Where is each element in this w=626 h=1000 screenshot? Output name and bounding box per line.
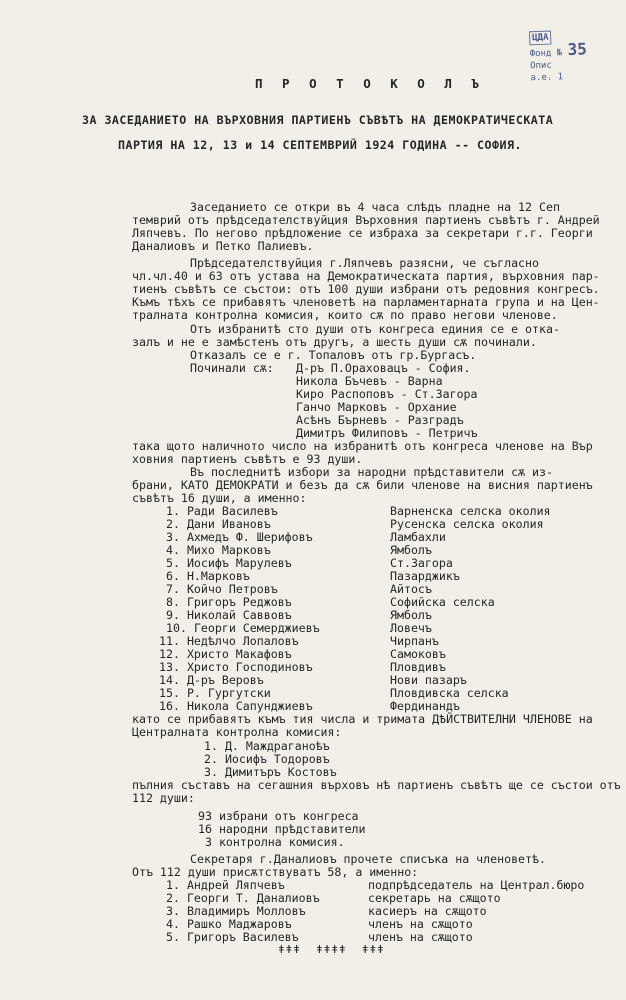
deputy-name: Михо Марковъ — [186, 543, 271, 557]
body-line: Секретаря г.Даналиовъ прочете списъка на членоветѣ. — [190, 852, 546, 866]
present-role: подпрѣдседатель на Централ.бюро — [368, 878, 585, 892]
stamp-delo-label: a.e. — [530, 72, 553, 84]
page-footer-marks: ǂǂǂ ǂǂǂǂ ǂǂǂ — [278, 943, 385, 956]
deputy-place: Пазарджикъ — [390, 569, 460, 583]
total-item: 3 контролна комисия. — [198, 835, 345, 849]
deputy-number: 11. — [159, 634, 180, 648]
deputy-place: Самоковъ — [390, 647, 446, 661]
stamp-fond-label: Фонд № — [529, 48, 563, 60]
deputy-name: Недѣлчо Лопаловъ — [186, 634, 299, 648]
stamp-opis-label: Опис — [529, 60, 553, 72]
present-number: 3. — [166, 904, 180, 918]
deceased-row: Никола Бъчевъ - Варна — [296, 374, 443, 388]
body-line: тиенъ съвѣтъ се състои: отъ 100 души избрани отъ редовния конгресъ. — [132, 282, 600, 296]
deputy-place: Варненска селска околия — [390, 504, 551, 518]
present-name: Рашко Маджаровъ — [186, 917, 292, 931]
body-line: Даналиовъ и Петко Палиевъ. — [132, 239, 314, 253]
deputy-name: Р. Гургутски — [186, 686, 271, 700]
body-line: чл.чл.40 и 63 отъ устава на Демократическата партия, върховния пар- — [132, 269, 600, 283]
deputy-number: 2. — [166, 517, 180, 531]
body-line: Прѣдседателствуйция г.Ляпчевъ разясни, че съгласно — [190, 256, 540, 270]
deputy-number: 6. — [166, 569, 180, 583]
body-line: като се прибавятъ къмъ тия числа и тримата ДѢЙСТВИТЕЛНИ ЧЛЕНОВЕ на — [132, 712, 593, 726]
deputy-place: Ямболъ — [390, 543, 432, 557]
deputy-place: Русенска селска околия — [390, 517, 544, 531]
deputy-place: Софийска селска — [390, 595, 495, 609]
deceased-place: София. — [428, 361, 471, 375]
body-line: Ляпчевъ. По негово прѣдложение се избраха за секретари г.г. Георги — [132, 226, 593, 240]
deceased-name: Димитръ Филиповъ — [296, 426, 408, 440]
deputy-place: Нови пазаръ — [390, 673, 467, 687]
body-line: тралната контролна комисия, които сѫ по право негови членове. — [132, 308, 558, 322]
body-line: Отъ избранитѣ сто души отъ конгреса единия се е отка- — [190, 322, 560, 336]
document-title: П Р О Т О К О Л Ъ — [255, 76, 485, 91]
deputy-number: 16. — [159, 699, 180, 713]
deputy-name: Никола Сапунджиевъ — [186, 699, 313, 713]
deputy-place: Пловдивъ — [390, 660, 446, 674]
deputy-number: 10. — [166, 621, 187, 635]
deceased-name: Д-ръ П.Ораховацъ — [296, 361, 408, 375]
present-name: Владимиръ Молловъ — [186, 904, 306, 918]
body-line: Централната контролна комисия: — [132, 725, 342, 739]
body-line: Въ последнитѣ избори за народни прѣдставители сѫ из- — [190, 465, 553, 479]
deceased-row: Асѣнъ Бърневъ - Разградъ — [296, 413, 464, 427]
stamp-delo-no: 1 — [557, 72, 564, 83]
deceased-name: Асѣнъ Бърневъ — [296, 413, 387, 427]
deputy-number: 9. — [166, 608, 180, 622]
deputy-name: Н.Марковъ — [186, 569, 250, 583]
present-number: 4. — [166, 917, 180, 931]
deceased-place: Разградъ — [407, 413, 464, 427]
present-number: 2. — [166, 891, 180, 905]
body-line: Отъ 112 души присѫтствуватъ 58, а именно: — [132, 865, 419, 879]
deceased-place: Орхание — [407, 400, 457, 414]
deputy-number: 14. — [159, 673, 180, 687]
deputy-number: 5. — [166, 556, 180, 570]
body-line: така щото наличното число на избранитѣ отъ конгреса членове на Вър — [132, 439, 593, 453]
total-item: 16 народни прѣдставители — [198, 822, 366, 836]
present-role: членъ на сѫщото — [368, 930, 473, 944]
body-line: Заседанието се откри въ 4 часа слѣдъ пладне на 12 Сеп — [190, 200, 560, 214]
body-line: пълния съставъ на сегашния върховъ нѣ партиенъ съвѣтъ ще се състои отъ — [132, 778, 621, 792]
body-line: Починали сѫ: — [190, 361, 274, 375]
deputy-name: Ради Василевъ — [186, 504, 278, 518]
stamp-fond-no: 35 — [567, 39, 588, 59]
deputy-number: 3. — [166, 530, 180, 544]
deceased-row: Д-ръ П.Ораховацъ - София. — [296, 361, 471, 375]
present-role: секретарь на сѫщото — [368, 891, 501, 905]
document-subtitle-line2: ПАРТИЯ НА 12, 13 и 14 СЕПТЕМВРИЙ 1924 ГОДИНА -- СОФИЯ. — [118, 138, 522, 152]
deputy-place: Фердинандъ — [390, 699, 460, 713]
control-member: 2. Иосифъ Тодоровъ — [204, 752, 330, 766]
deputy-name: Георги Семерджиевъ — [193, 621, 320, 635]
deceased-name: Ганчо Марковъ — [296, 400, 387, 414]
deputy-place: Ловечъ — [390, 621, 432, 635]
deputy-name: Христо Макафовъ — [186, 647, 292, 661]
deceased-place: Варна — [407, 374, 443, 388]
body-line: ховния партиенъ съвѣтъ е 93 души. — [132, 452, 363, 466]
deceased-name: Киро Распоповъ — [296, 387, 394, 401]
deputy-place: Ламбахли — [390, 530, 446, 544]
deputy-number: 4. — [166, 543, 180, 557]
body-line: 112 души: — [132, 791, 195, 805]
deputy-place: Пловдивска селска — [390, 686, 509, 700]
body-line: залъ и не е замѣстенъ отъ другъ, а шесть души сѫ починали. — [132, 335, 537, 349]
total-item: 93 избрани отъ конгреса — [198, 809, 359, 823]
deceased-row: Киро Распоповъ - Ст.Загора — [296, 387, 478, 401]
document-subtitle: ЗА ЗАСЕДАНИЕТО НА ВЪРХОВНИЯ ПАРТИЕНЪ СЪВѢТЪ НА ДЕМОКРАТИЧЕСКАТА — [82, 113, 554, 127]
present-number: 1. — [166, 878, 180, 892]
deputy-place: Айтосъ — [390, 582, 432, 596]
deputy-number: 1. — [166, 504, 180, 518]
stamp-archive: ЦДА — [529, 31, 552, 46]
present-name: Георги Т. Даналиовъ — [186, 891, 320, 905]
body-line: Отказалъ се е г. Топаловъ отъ гр.Бургасъ. — [190, 348, 477, 362]
deputy-place: Чирпанъ — [390, 634, 439, 648]
deceased-name: Никола Бъчевъ — [296, 374, 387, 388]
body-line: Къмъ тѣхъ се прибавятъ членоветѣ на парламентарната група и на Цен- — [132, 295, 600, 309]
deputy-number: 7. — [166, 582, 180, 596]
archive-stamp — [529, 29, 605, 94]
deputy-number: 15. — [159, 686, 180, 700]
present-name: Григоръ Василевъ — [186, 930, 299, 944]
deputy-number: 8. — [166, 595, 180, 609]
control-member: 1. Д. Маждраганоѣъ — [204, 739, 330, 753]
deputy-place: Ст.Загора — [390, 556, 453, 570]
present-number: 5. — [166, 930, 180, 944]
present-name: Андрей Ляпчевъ — [186, 878, 285, 892]
deputy-name: Д-ръ Веровъ — [186, 673, 264, 687]
deputy-name: Ахмедъ Ф. Шерифовъ — [186, 530, 313, 544]
body-line: брани, КАТО ДЕМОКРАТИ и безъ да сѫ били членове на висния партиенъ — [132, 478, 593, 492]
deceased-place: Петричъ — [428, 426, 478, 440]
deputy-number: 12. — [159, 647, 180, 661]
deputy-name: Иосифъ Марулевъ — [186, 556, 292, 570]
body-line: съвѣтъ 16 души, а именно: — [132, 491, 307, 505]
present-role: касиеръ на сѫщото — [368, 904, 487, 918]
deceased-place: Ст.Загора — [414, 387, 478, 401]
deputy-name: Христо Господиновъ — [186, 660, 313, 674]
body-line: темврий отъ прѣдседателствуйция Върховния партиенъ съвѣтъ г. Андрей — [132, 213, 600, 227]
deputy-place: Ямболъ — [390, 608, 432, 622]
deputy-number: 13. — [159, 660, 180, 674]
deputy-name: Дани Ивановъ — [186, 517, 271, 531]
deputy-name: Койчо Петровъ — [186, 582, 278, 596]
deputy-name: Григоръ Реджовъ — [186, 595, 292, 609]
control-member: 3. Димитъръ Костовъ — [204, 765, 337, 779]
deceased-row: Ганчо Марковъ - Орхание — [296, 400, 457, 414]
deceased-row: Димитръ Филиповъ - Петричъ — [296, 426, 478, 440]
deputy-name: Николай Саввовъ — [186, 608, 292, 622]
present-role: членъ на сѫщото — [368, 917, 473, 931]
